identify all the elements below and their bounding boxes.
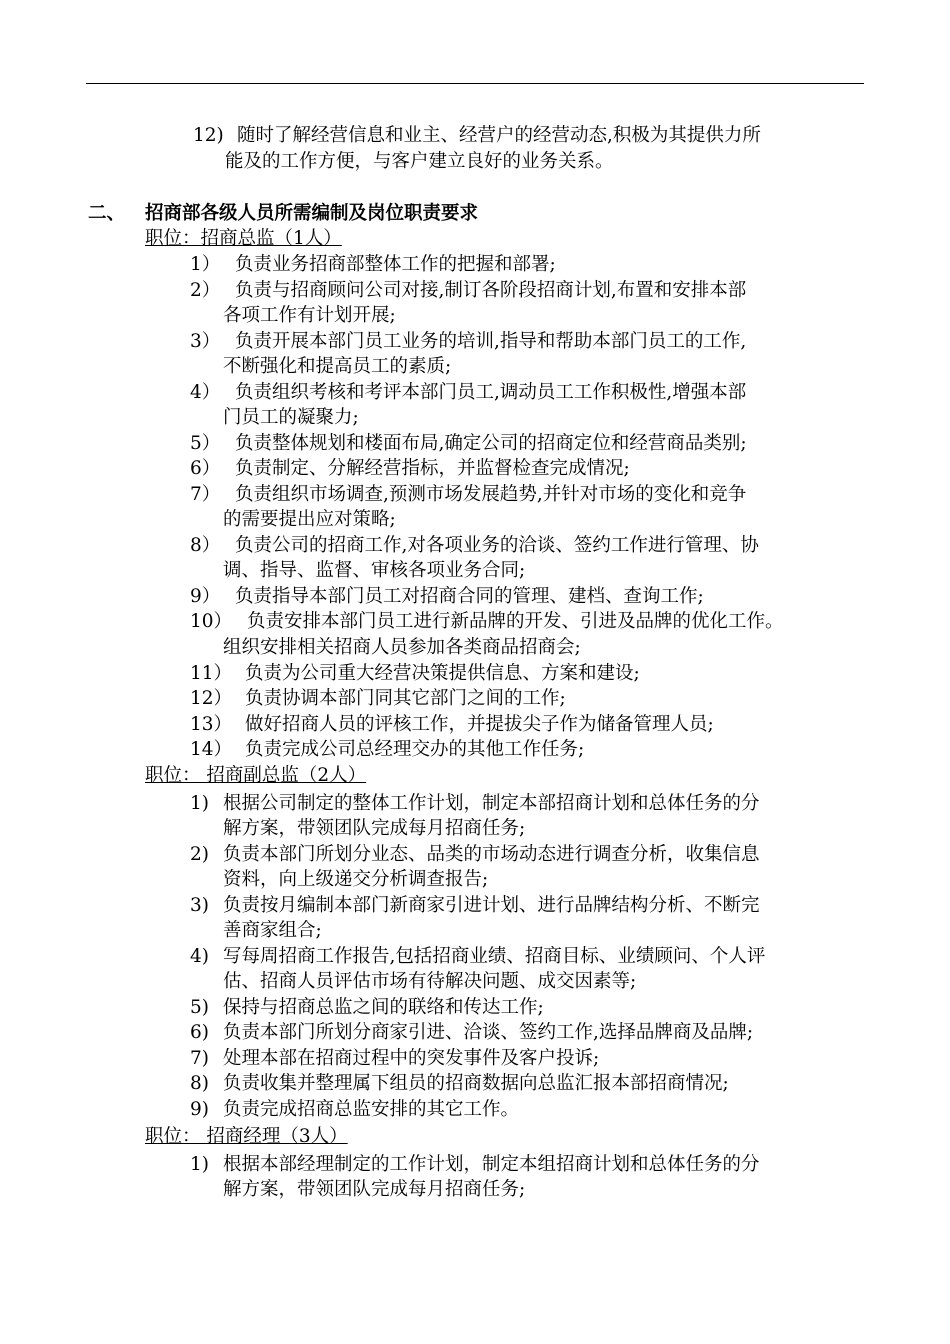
list-item-number: 8） xyxy=(190,535,221,556)
list-item-number: 9） xyxy=(190,586,221,607)
list-item-text: 负责按月编制本部门新商家引进计划、进行品牌结构分析、不断完 xyxy=(223,895,760,916)
intro-item-number: 12) xyxy=(193,125,224,146)
list-item-text: 门员工的凝聚力; xyxy=(223,407,359,428)
list-item-text: 负责公司的招商工作,对各项业务的洽谈、签约工作进行管理、协 xyxy=(235,535,759,556)
section-number: 二、 xyxy=(88,203,126,224)
list-item-text: 调、指导、监督、审核各项业务合同; xyxy=(223,560,526,581)
list-item-number: 10） xyxy=(190,611,233,632)
list-item-text: 各项工作有计划开展; xyxy=(223,305,396,326)
header-rule xyxy=(86,83,864,84)
list-item-text: 善商家组合; xyxy=(223,920,322,941)
list-item-text: 的需要提出应对策略; xyxy=(223,509,396,530)
list-item-text: 负责完成招商总监安排的其它工作。 xyxy=(223,1099,520,1120)
list-item-text: 不断强化和提高员工的素质; xyxy=(223,356,452,377)
list-item-text: 资料，向上级递交分析调查报告; xyxy=(223,869,489,890)
list-item-text: 解方案，带领团队完成每月招商任务; xyxy=(223,818,526,839)
intro-item-line: 能及的工作方便，与客户建立良好的业务关系。 xyxy=(225,151,614,172)
list-item-number: 4) xyxy=(190,946,209,967)
list-item-text: 处理本部在招商过程中的突发事件及客户投诉; xyxy=(223,1048,600,1069)
list-item-text: 负责本部门所划分商家引进、洽谈、签约工作,选择品牌商及品牌; xyxy=(223,1022,754,1043)
list-item-text: 保持与招商总监之间的联络和传达工作; xyxy=(223,997,544,1018)
list-item-text: 负责组织市场调查,预测市场发展趋势,并针对市场的变化和竞争 xyxy=(235,484,747,505)
list-item-number: 11） xyxy=(190,663,233,684)
list-item-number: 2） xyxy=(190,280,221,301)
list-item-number: 6） xyxy=(190,458,221,479)
list-item-number: 9) xyxy=(190,1099,209,1120)
list-item-number: 1) xyxy=(190,793,209,814)
list-item-text: 负责为公司重大经营决策提供信息、方案和建设; xyxy=(245,663,640,684)
list-item-text: 负责安排本部门员工进行新品牌的开发、引进及品牌的优化工作。 xyxy=(247,611,784,632)
list-item-number: 7) xyxy=(190,1048,209,1069)
list-item-text: 负责制定、分解经营指标，并监督检查完成情况; xyxy=(235,458,630,479)
list-item-number: 7） xyxy=(190,484,221,505)
list-item-number: 1) xyxy=(190,1154,209,1175)
list-item-text: 估、招商人员评估市场有待解决问题、成交因素等; xyxy=(223,971,637,992)
list-item-number: 3） xyxy=(190,331,221,352)
list-item-text: 写每周招商工作报告,包括招商业绩、招商目标、业绩顾问、个人评 xyxy=(223,946,766,967)
list-item-text: 负责组织考核和考评本部门员工,调动员工工作积极性,增强本部 xyxy=(235,382,747,403)
list-item-text: 负责完成公司总经理交办的其他工作任务; xyxy=(245,739,585,760)
list-item-number: 8) xyxy=(190,1073,209,1094)
list-item-text: 负责开展本部门员工业务的培训,指导和帮助本部门员工的工作, xyxy=(235,331,747,352)
position-title: 职位： 招商经理（3人） xyxy=(145,1126,348,1147)
list-item-text: 组织安排相关招商人员参加各类商品招商会; xyxy=(223,637,581,658)
list-item-text: 根据公司制定的整体工作计划，制定本部招商计划和总体任务的分 xyxy=(223,793,760,814)
list-item-number: 5） xyxy=(190,433,221,454)
list-item-text: 负责业务招商部整体工作的把握和部署; xyxy=(235,254,556,275)
list-item-text: 根据本部经理制定的工作计划，制定本组招商计划和总体任务的分 xyxy=(223,1154,760,1175)
list-item-text: 负责收集并整理属下组员的招商数据向总监汇报本部招商情况; xyxy=(223,1073,729,1094)
list-item-text: 负责本部门所划分业态、品类的市场动态进行调查分析，收集信息 xyxy=(223,844,760,865)
list-item-text: 负责整体规划和楼面布局,确定公司的招商定位和经营商品类别; xyxy=(235,433,747,454)
list-item-number: 12） xyxy=(190,688,233,709)
list-item-number: 4） xyxy=(190,382,221,403)
position-title: 职位： 招商副总监（2人） xyxy=(145,765,367,786)
list-item-number: 6) xyxy=(190,1022,209,1043)
list-item-number: 1） xyxy=(190,254,221,275)
list-item-number: 5) xyxy=(190,997,209,1018)
section-title: 招商部各级人员所需编制及岗位职责要求 xyxy=(145,203,479,224)
list-item-number: 3) xyxy=(190,895,209,916)
intro-item-line: 随时了解经营信息和业主、经营户的经营动态,积极为其提供力所 xyxy=(237,125,761,146)
list-item-text: 负责与招商顾问公司对接,制订各阶段招商计划,布置和安排本部 xyxy=(235,280,747,301)
list-item-text: 做好招商人员的评核工作，并提拔尖子作为储备管理人员; xyxy=(245,714,714,735)
list-item-number: 13） xyxy=(190,714,233,735)
list-item-number: 14） xyxy=(190,739,233,760)
list-item-number: 2) xyxy=(190,844,209,865)
list-item-text: 负责协调本部门同其它部门之间的工作; xyxy=(245,688,566,709)
list-item-text: 负责指导本部门员工对招商合同的管理、建档、查询工作; xyxy=(235,586,704,607)
position-title: 职位：招商总监（1人） xyxy=(145,228,342,249)
list-item-text: 解方案，带领团队完成每月招商任务; xyxy=(223,1179,526,1200)
